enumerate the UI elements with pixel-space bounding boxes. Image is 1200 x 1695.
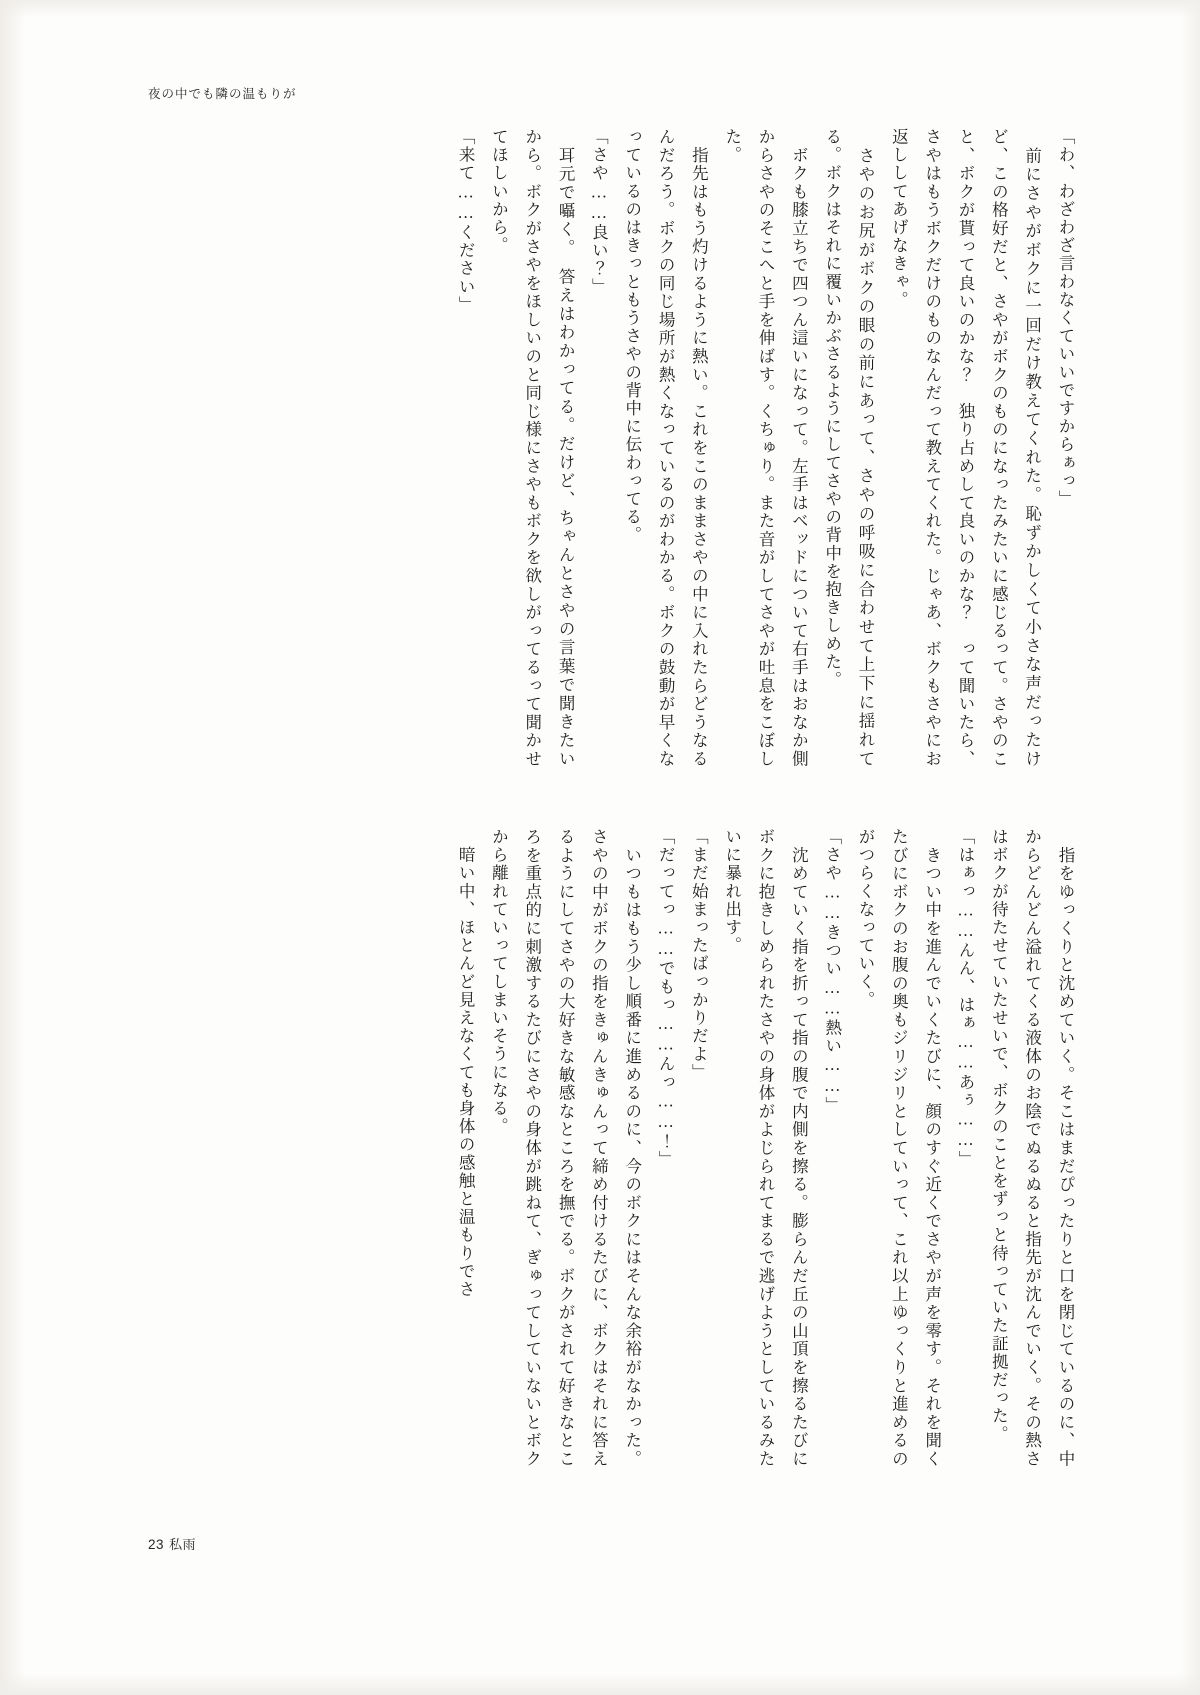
text-column: 沈めていく指を折って指の腹で内側を擦る。膨らんだ丘の山頂を擦るたびにボクに抱きしめられたさやの身体がよじられてまるで逃げようとしているみたいに暴れ出す。 xyxy=(722,828,809,1468)
text-column: ボクも膝立ちで四つん這いになって。左手はベッドについて右手はおなか側からさやのそこへと手を伸ばす。くちゅり。また音がしてさやが吐息をこぼした。 xyxy=(722,128,809,768)
text-column: 暗い中、ほとんど見えなくても身体の感触と温もりでさ xyxy=(456,828,476,1299)
folio-mark: 私雨 xyxy=(169,1537,197,1552)
text-column: いつもはもう少し順番に進めるのに、今のボクにはそんな余裕がなかった。さやの中がボクの指をきゅんきゅんって締め付けるたびに、ボクはそれに答えるようにしてさやの大好きな敏感なところを撫でる。ボクがされて好きなところを重点的に刺激するたびにさやの身体が跳ねて、ぎゅってしていないとボクから離れていってしまいそうになる。 xyxy=(489,828,642,1468)
paper-edge-right xyxy=(1180,0,1200,1695)
text-column: さやのお尻がボクの眼の前にあって、さやの呼吸に合わせて上下に揺れてる。ボクはそれに覆いかぶさるようにしてさやの背中を抱きしめた。 xyxy=(822,128,876,768)
text-column: 「まだ始まったばっかりだよ」 xyxy=(689,828,709,1082)
text-column: 耳元で囁く。 答えはわかってる。だけど、ちゃんとさやの言葉で聞きたいから。ボクがさやをほしいのと同じ様にさやもボクを欲しがってるって聞かせてほしいから。 xyxy=(489,128,576,768)
paper-edge-left xyxy=(0,0,26,1695)
text-column: 「さや……きつい……熱い……」 xyxy=(822,828,842,1115)
text-column: 指先はもう灼けるように熱い。これをこのままさやの中に入れたらどうなるんだろう。ボクの同じ場所が熱くなっているのがわかる。ボクの鼓動が早くなっているのはきっともうさやの背中に伝わってる。 xyxy=(622,128,709,768)
text-column: 前にさやがボクに一回だけ教えてくれた。恥ずかしくて小さな声だったけど、この格好だと、さやがボクのものになったみたいに感じるって。さやのこと、ボクが貰って良いのかな？ 独り占めして良いのかな？ って聞いたら、さやはもうボクだけのものなんだって教えてくれた。じゃあ、ボクもさやにお返ししてあげなきゃ。 xyxy=(889,128,1042,768)
text-column: 「来て……ください」 xyxy=(456,128,476,314)
folio-page-number: 23 xyxy=(148,1537,165,1552)
running-header: 夜の中でも隣の温もりが xyxy=(148,87,297,101)
paper-edge-top xyxy=(0,0,1200,18)
body-text-lower xyxy=(449,828,1082,1468)
text-column: 指をゆっくりと沈めていく。そこはまだぴったりと口を閉じているのに、中からどんどん溢れてくる液体のお陰でぬるぬると指先が沈んでいく。その熱さはボクが待たせていたせいで、ボクのことをずっと待っていた証拠だった。 xyxy=(989,828,1075,1468)
text-column: 「わ、わざわざ言わなくていいですからぁっ」 xyxy=(1056,128,1075,509)
text-column: 「さや……良い？」 xyxy=(589,128,609,296)
paper-edge-bottom xyxy=(0,1673,1200,1695)
body-text-upper xyxy=(449,128,1082,768)
folio xyxy=(148,1534,196,1553)
text-column: きつい中を進んでいくたびに、顔のすぐ近くでさやが声を零す。それを聞くたびにボクのお腹の奥もジリジリとしていって、これ以上ゆっくりと進めるのがつらくなっていく。 xyxy=(856,828,942,1468)
text-column: 「はぁっ……んん、はぁ……あぅ……」 xyxy=(956,828,976,1169)
text-column: 「だってっ……でもっ……んっ……！」 xyxy=(656,828,676,1169)
